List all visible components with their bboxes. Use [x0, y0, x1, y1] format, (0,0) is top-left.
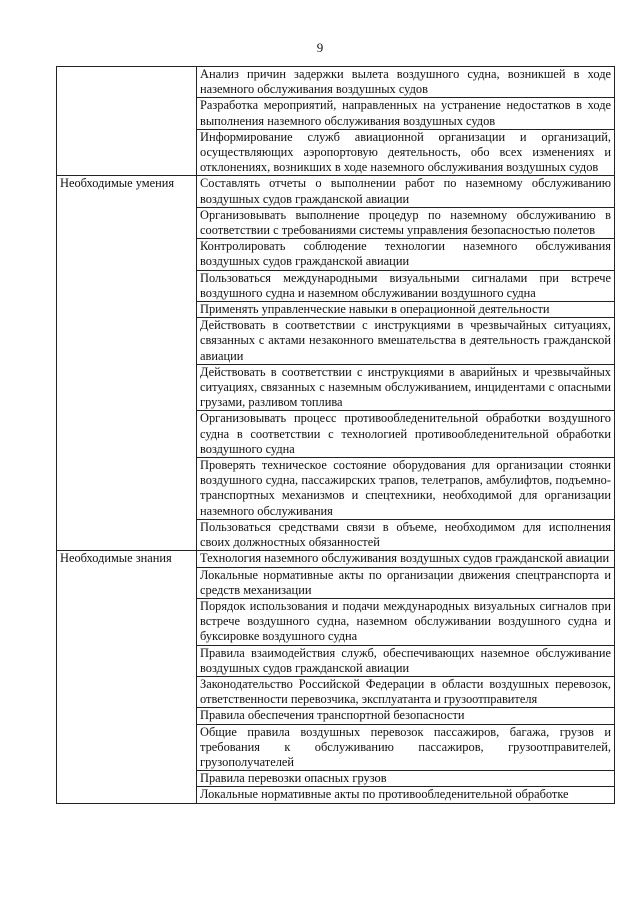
requirement-text: Действовать в соответствии с инструкциями в чрезвычайных ситуациях, связанных с актами незаконного вмешательства в деятельность гражданской авиации	[197, 318, 615, 365]
page-number: 9	[316, 40, 324, 55]
section-label: Необходимые знания	[57, 551, 197, 803]
section-label	[57, 67, 197, 176]
requirement-text: Технология наземного обслуживания воздушных судов гражданской авиации	[197, 551, 615, 567]
competency-table	[56, 66, 615, 804]
requirement-text: Законодательство Российской Федерации в области воздушных перевозок, ответственности перевозчика, эксплуатанта и грузоотправителя	[197, 676, 615, 707]
requirement-text: Правила перевозки опасных грузов	[197, 771, 615, 787]
table-body	[57, 67, 615, 804]
requirement-text: Анализ причин задержки вылета воздушного судна, возникшей в ходе наземного обслуживания воздушных судов	[197, 67, 615, 98]
requirement-text: Локальные нормативные акты по противообледенительной обработке	[197, 787, 615, 803]
requirement-text: Правила взаимодействия служб, обеспечивающих наземное обслуживание воздушных судов гражданской авиации	[197, 645, 615, 676]
table-row	[57, 176, 615, 207]
requirement-text: Общие правила воздушных перевозок пассажиров, багажа, грузов и требования к обслуживанию пассажиров, грузоотправителей, грузополучателей	[197, 724, 615, 771]
requirement-text: Проверять техническое состояние оборудования для организации стоянки воздушного судна, пассажирских трапов, телетрапов, амбулифтов, подъемно-транспортных механизмов и спецтехники, необходимой для организации наземного обслуживания	[197, 458, 615, 520]
requirement-text: Информирование служб авиационной организации и организаций, осуществляющих аэропортовую деятельность, обо всех изменениях и отклонениях, возникших в ходе наземного обслуживания воздушных судов	[197, 129, 615, 176]
requirement-text: Организовывать процесс противообледенительной обработки воздушного судна в соответствии с технологией противообледенительной обработки воздушного судна	[197, 411, 615, 458]
requirement-text: Действовать в соответствии с инструкциями в аварийных и чрезвычайных ситуациях, связанных с наземным обслуживанием, инцидентами с опасными грузами, разливом топлива	[197, 364, 615, 411]
section-label: Необходимые умения	[57, 176, 197, 551]
requirement-text: Правила обеспечения транспортной безопасности	[197, 708, 615, 724]
requirement-text: Пользоваться средствами связи в объеме, необходимом для исполнения своих должностных обязанностей	[197, 519, 615, 550]
table-row	[57, 67, 615, 98]
requirement-text: Порядок использования и подачи международных визуальных сигналов при встрече воздушного судна, наземном обслуживании воздушного судна и буксировке воздушного судна	[197, 598, 615, 645]
table-row	[57, 551, 615, 567]
requirement-text: Пользоваться международными визуальными сигналами при встрече воздушного судна и наземном обслуживании воздушного судна	[197, 270, 615, 301]
requirement-text: Локальные нормативные акты по организации движения спецтранспорта и средств механизации	[197, 567, 615, 598]
requirement-text: Составлять отчеты о выполнении работ по наземному обслуживанию воздушных судов гражданской авиации	[197, 176, 615, 207]
requirement-text: Контролировать соблюдение технологии наземного обслуживания воздушных судов гражданской авиации	[197, 239, 615, 270]
requirement-text: Применять управленческие навыки в операционной деятельности	[197, 302, 615, 318]
requirement-text: Организовывать выполнение процедур по наземному обслуживанию в соответствии с требованиями системы управления безопасностью полетов	[197, 207, 615, 238]
requirement-text: Разработка мероприятий, направленных на устранение недостатков в ходе выполнения наземного обслуживания воздушных судов	[197, 98, 615, 129]
